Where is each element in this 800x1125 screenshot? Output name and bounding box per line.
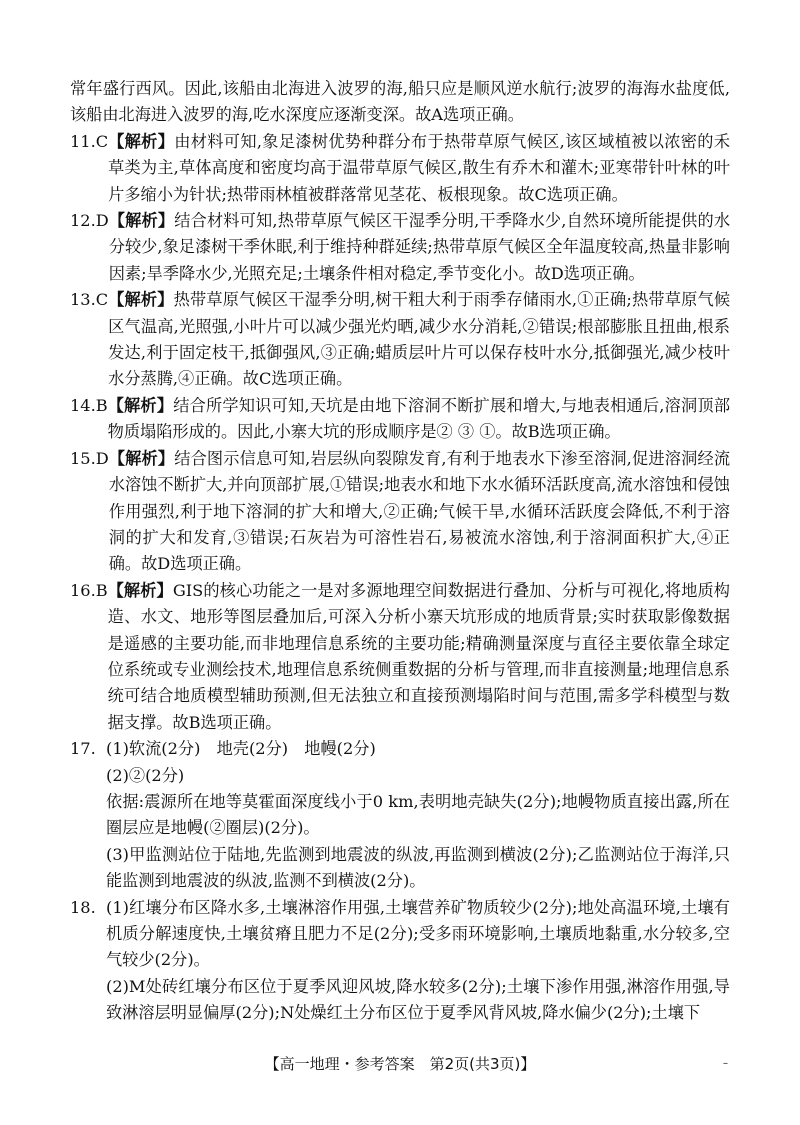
item-body bbox=[108, 393, 730, 446]
item-number: 16.B bbox=[70, 580, 108, 600]
analysis-tag: 【解析】 bbox=[108, 290, 174, 310]
item-text: 结合材料可知,热带草原气候区干湿季分明,干季降水少,自然环境所能提供的水分较少,象足漆树干季休眠,利于维持种群延续;热带草原气候区全年温度较高,热量非影响因素;旱季降水少,光照充足;土壤条件相对稳定,季节变化小。故D选项正确。 bbox=[108, 211, 731, 283]
answer-item-15 bbox=[70, 446, 730, 578]
answer-item-18 bbox=[70, 895, 730, 1027]
q17-basis: 依据:震源所在地等莫霍面深度线小于0 km,表明地壳缺失(2分);地幔物质直接出露,所在圈层应是地幔(②圈层)(2分)。 bbox=[106, 791, 730, 838]
item-body bbox=[108, 287, 730, 393]
item-body bbox=[109, 208, 730, 287]
item-number: 13.C bbox=[70, 290, 109, 310]
answer-item-13 bbox=[70, 287, 730, 393]
answer-item-16 bbox=[70, 578, 730, 736]
page-footer: 【高一地理・参考答案 第2页(共3页)】 bbox=[264, 1055, 536, 1073]
intro-paragraph: 常年盛行西风。因此,该船由北海进入波罗的海,船只应是顺风逆水航行;波罗的海海水盐度低,该船由北海进入波罗的海,吃水深度应逐渐变深。故A选项正确。 bbox=[70, 79, 730, 125]
analysis-tag: 【解析】 bbox=[107, 395, 174, 415]
q18-part1: (1)红壤分布区降水多,土壤淋溶作用强,土壤营养矿物质较少(2分);地处高温环境,土壤有机质分解速度快,土壤贫瘠且肥力不足(2分);受多雨环境影响,土壤质地黏重,水分较多,空气较少(2分)。 bbox=[106, 897, 730, 970]
item-body bbox=[106, 895, 730, 1027]
q17-part1: (1)软流(2分) 地壳(2分) 地幔(2分) bbox=[106, 739, 376, 759]
item-text: 结合图示信息可知,岩层纵向裂隙发育,有利于地表水下渗至溶洞,促进溶洞经流水溶蚀不断扩大,并向顶部扩展,①错误;地表水和地下水水循环活跃度高,流水溶蚀和侵蚀作用强烈,利于地下溶洞的扩大和增大,②正确;气候干旱,水循环活跃度会降低,不利于溶洞的扩大和发育,③错误;石灰岩为可溶性岩石,易被流水溶蚀,利于溶洞面积扩大,④正确。故D选项正确。 bbox=[108, 448, 731, 574]
item-number: 11.C bbox=[70, 131, 109, 151]
item-number: 15.D bbox=[70, 448, 109, 468]
corner-mark: – bbox=[723, 1058, 728, 1069]
answer-page-body bbox=[70, 76, 730, 1027]
item-text: 热带草原气候区干湿季分明,树干粗大利于雨季存储雨水,①正确;热带草原气候区气温高,光照强,小叶片可以减少强光灼晒,减少水分消耗,②错误;根部膨胀且扭曲,根系发达,利于固定枝干,抵御强风,③正确;蜡质层叶片可以保存枝叶水分,抵御强光,减少枝叶水分蒸腾,④正确。故C选项正确。 bbox=[108, 290, 731, 389]
q18-part2: (2)M处砖红壤分布区位于夏季风迎风坡,降水较多(2分);土壤下渗作用强,淋溶作用强,导致淋溶层明显偏厚(2分);N处燥红土分布区位于夏季风背风坡,降水偏少(2分);土壤下 bbox=[106, 976, 730, 1023]
analysis-tag: 【解析】 bbox=[108, 211, 175, 231]
item-body bbox=[108, 129, 730, 208]
q17-part3: (3)甲监测站位于陆地,先监测到地震波的纵波,再监测到横波(2分);乙监测站位于海洋,只能监测到地震波的纵波,监测不到横波(2分)。 bbox=[106, 844, 730, 891]
analysis-tag: 【解析】 bbox=[107, 580, 173, 600]
answer-item-14 bbox=[70, 393, 730, 446]
analysis-tag: 【解析】 bbox=[108, 131, 175, 151]
item-number: 18. bbox=[70, 897, 96, 917]
answer-item-12 bbox=[70, 208, 730, 287]
item-text: GIS的核心功能之一是对多源地理空间数据进行叠加、分析与可视化,将地质构造、水文、地形等图层叠加后,可深入分析小寨天坑形成的地质背景;实时获取影像数据是遥感的主要功能,而非地理信息系统的主要功能;精确测量深度与直径主要依靠全球定位系统或专业测绘技术,地理信息系统侧重数据的分析与管理,而非直接测量;地理信息系统可结合地质模型辅助预测,但无法独立和直接预测塌陷时间与范围,需多学科模型与数据支撑。故B选项正确。 bbox=[107, 580, 730, 732]
item-text: 结合所学知识可知,天坑是由地下溶洞不断扩展和增大,与地表相通后,溶洞顶部物质塌陷形成的。因此,小寨大坑的形成顺序是② ③ ①。故B选项正确。 bbox=[107, 395, 731, 442]
answer-item-11 bbox=[70, 129, 730, 208]
answer-item-17 bbox=[70, 736, 730, 894]
item-body bbox=[109, 446, 730, 578]
item-body bbox=[108, 578, 730, 736]
item-number: 14.B bbox=[70, 395, 108, 415]
q17-part2: (2)②(2分) bbox=[106, 765, 185, 785]
item-body bbox=[106, 736, 730, 894]
item-number: 17. bbox=[70, 739, 96, 759]
analysis-tag: 【解析】 bbox=[108, 448, 175, 468]
item-text: 由材料可知,象足漆树优势种群分布于热带草原气候区,该区域植被以浓密的禾草类为主,草体高度和密度均高于温带草原气候区,散生有乔木和灌木;亚寒带针叶林的叶片多缩小为针状;热带雨林植被群落常见茎花、板根现象。故C选项正确。 bbox=[108, 131, 731, 204]
item-number: 12.D bbox=[70, 211, 109, 231]
